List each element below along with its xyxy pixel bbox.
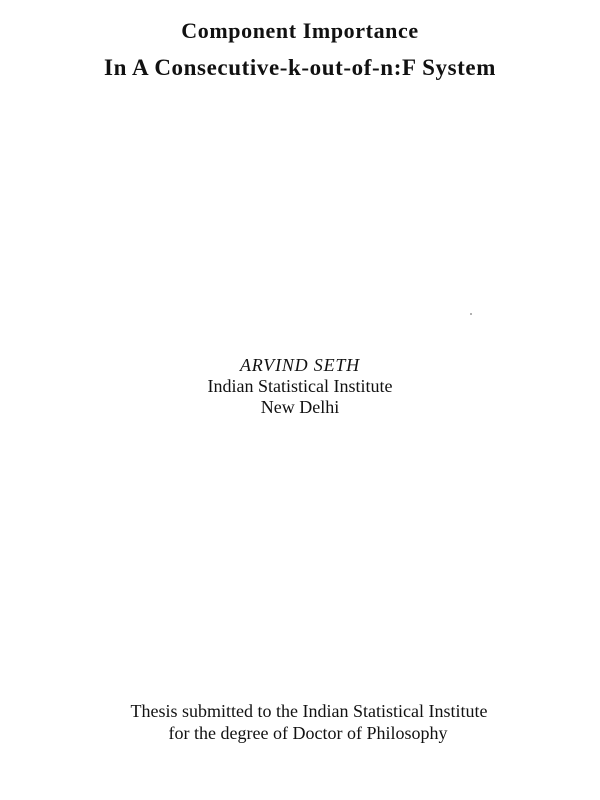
author-institute: Indian Statistical Institute xyxy=(207,376,393,396)
submission-line-2: for the degree of Doctor of Philosophy xyxy=(168,723,448,743)
submission-line-1: Thesis submitted to the Indian Statistical Institute xyxy=(130,701,488,721)
author-block xyxy=(0,355,600,418)
author-city: New Delhi xyxy=(260,397,340,417)
scan-speck xyxy=(470,313,472,315)
submission-statement xyxy=(0,700,600,744)
author-name: ARVIND SETH xyxy=(240,355,360,375)
title-line-2: In A Consecutive-k-out-of-n:F System xyxy=(104,55,496,80)
title-line-1: Component Importance xyxy=(181,18,419,43)
